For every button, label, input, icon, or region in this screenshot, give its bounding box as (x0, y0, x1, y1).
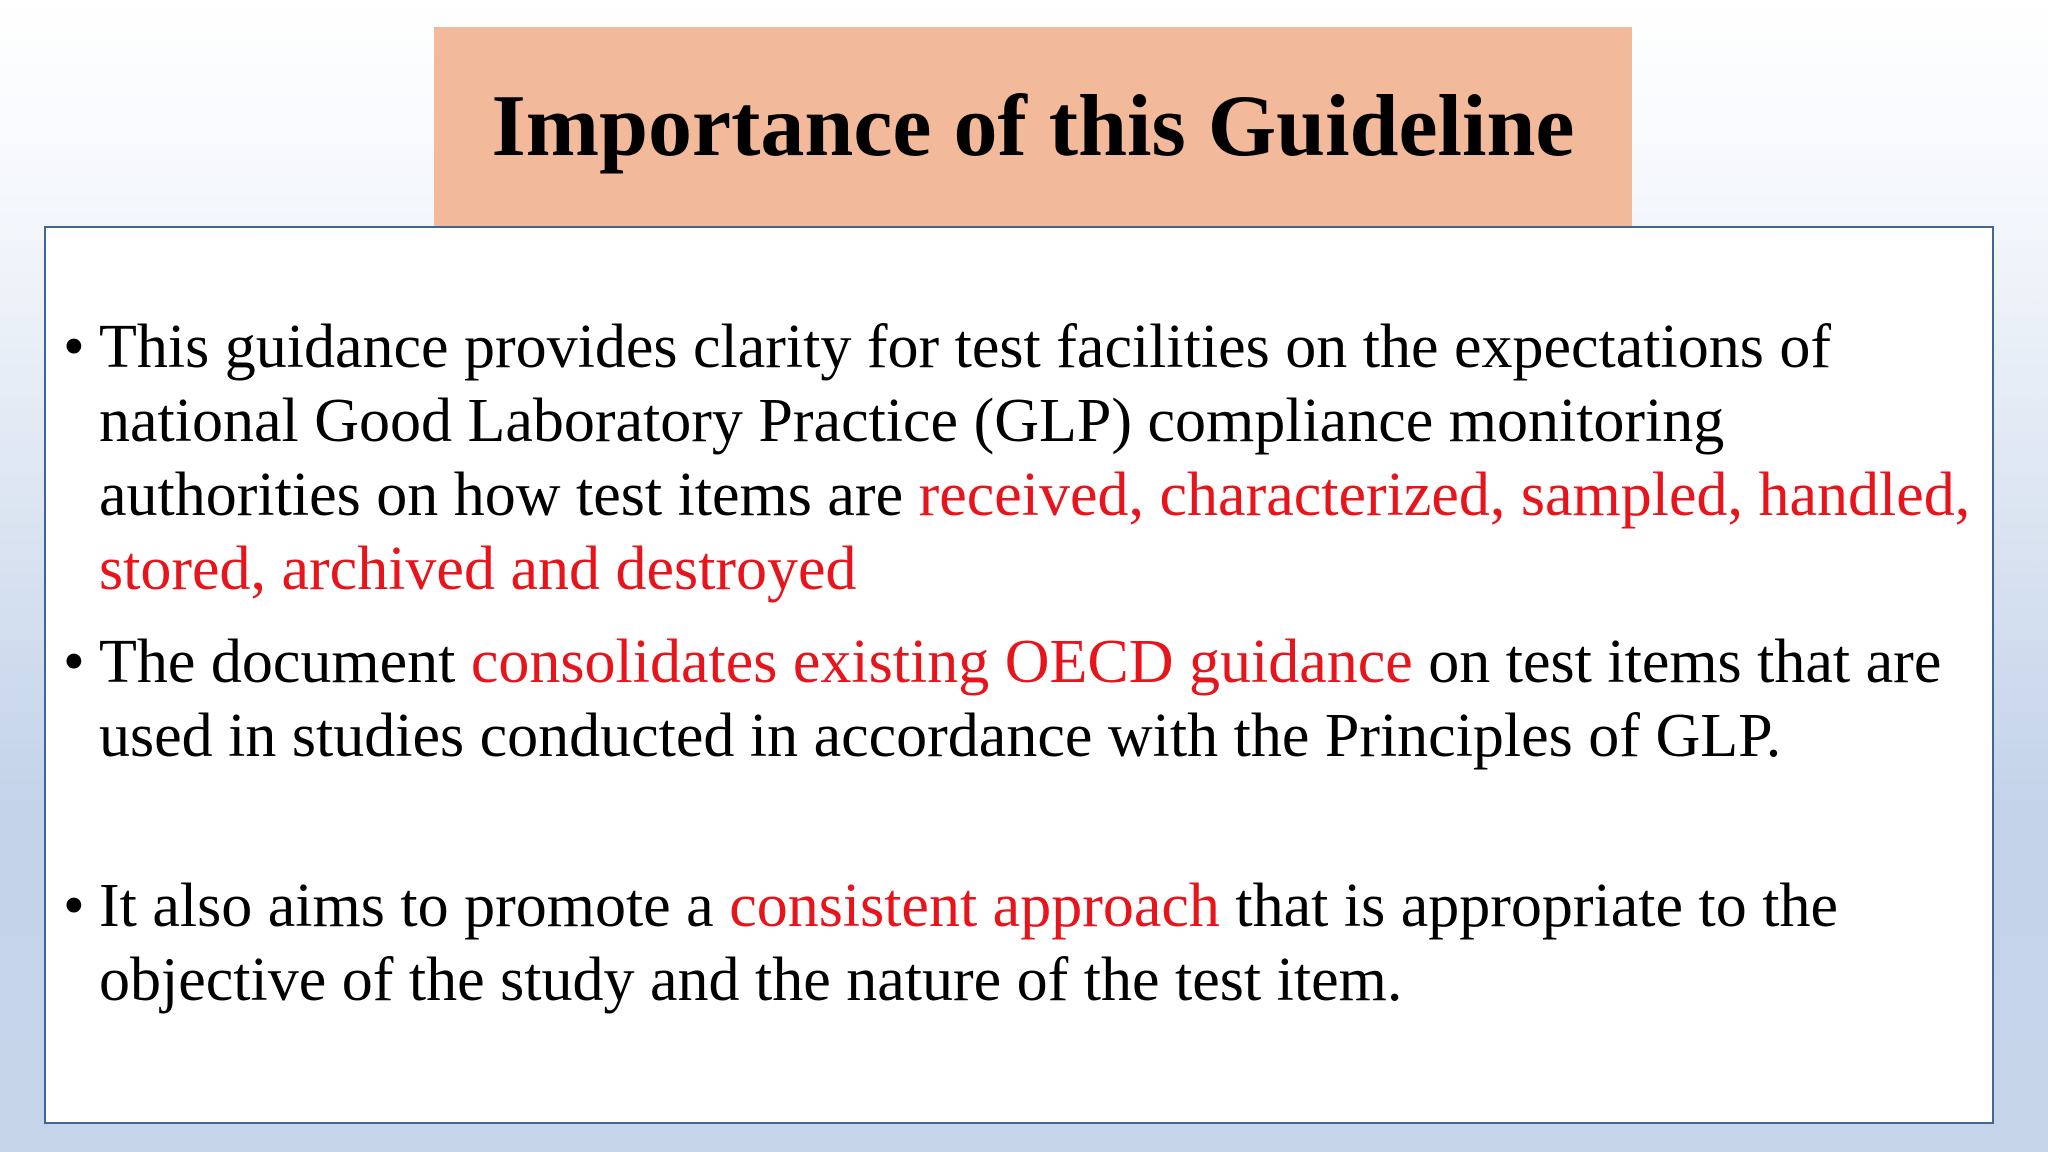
bullet-icon: • (63, 313, 85, 381)
bullet-text-highlight: consolidates existing OECD guidance (470, 628, 1413, 696)
bullet-text-highlight: consistent approach (729, 872, 1220, 940)
bullet-text-plain: This guidance provides clarity for test facilities on the expectations of national Good Laboratory Practice (GLP) compliance monitoring authorities on how test items are (99, 313, 1832, 529)
title-banner (434, 27, 1632, 227)
bullet-text-highlight: received, characterized, sampled, handled, stored, archived and destroyed (99, 461, 1971, 603)
content-panel (44, 226, 1994, 1124)
bullet-text (99, 625, 1979, 773)
bullet-text (99, 869, 1979, 1017)
bullet-text-plain: on test items that are used in studies conducted in accordance with the Principles of GLP. (99, 628, 1942, 770)
slide-title: Importance of this Guideline (491, 77, 1575, 175)
bullet-icon: • (63, 628, 85, 696)
bullet-text (99, 310, 1979, 606)
bullet-text-plain: The document (99, 628, 471, 696)
bullet-text-plain: It also aims to promote a (99, 872, 730, 940)
bullet-icon: • (63, 872, 85, 940)
bullet-text-plain: that is appropriate to the objective of the study and the nature of the test item. (99, 872, 1838, 1014)
